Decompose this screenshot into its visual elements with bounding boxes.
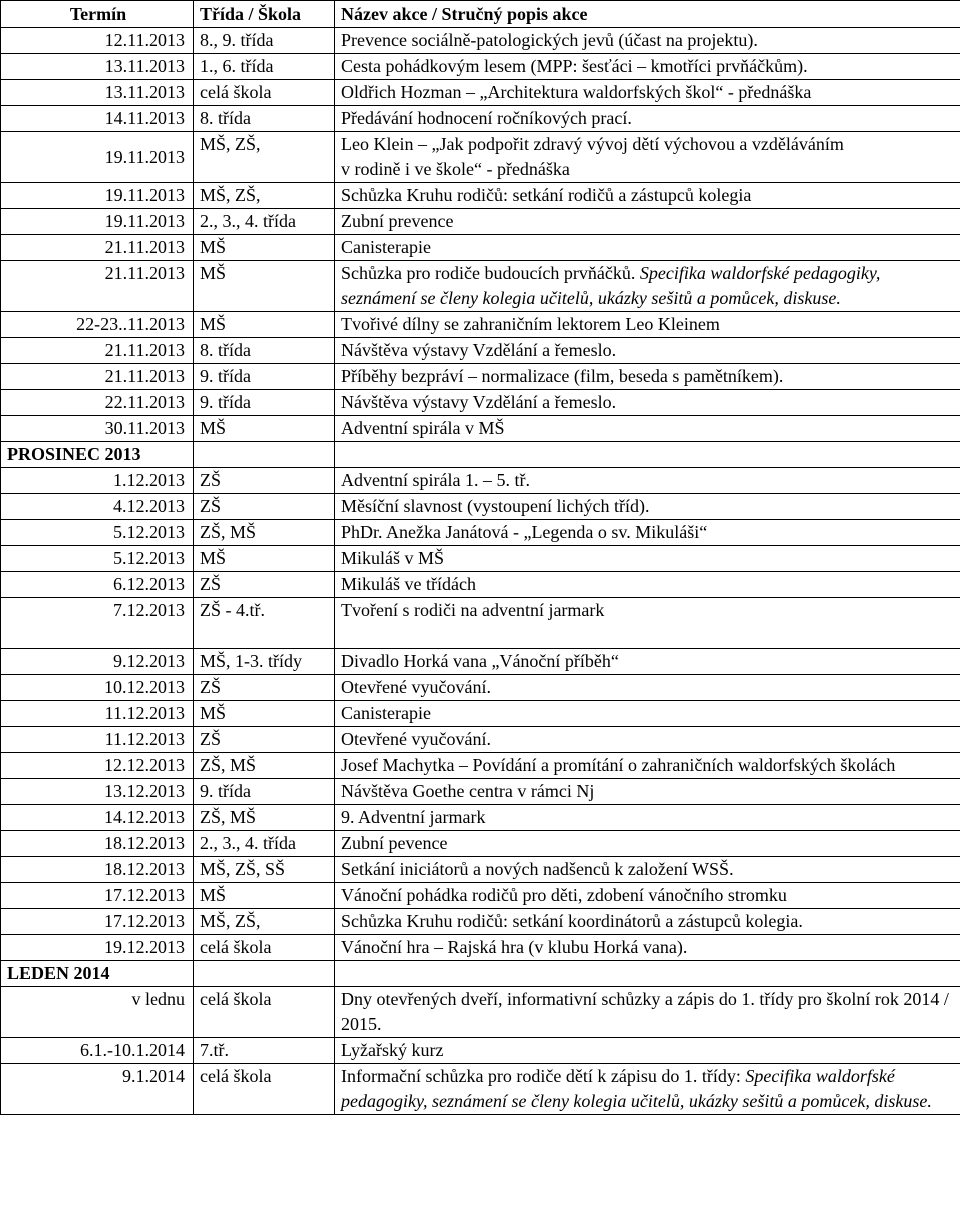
month-label: PROSINEC 2013: [1, 442, 194, 468]
month-empty: [194, 442, 335, 468]
month-label: LEDEN 2014: [1, 961, 194, 987]
table-row: [1, 546, 960, 572]
date-cell: 6.12.2013: [1, 572, 194, 598]
table-row: [1, 235, 960, 261]
date-cell: 10.12.2013: [1, 675, 194, 701]
group-cell: ZŠ, MŠ: [194, 520, 335, 546]
group-cell: MŠ: [194, 416, 335, 442]
table-row: [1, 80, 960, 106]
group-cell: ZŠ: [194, 727, 335, 753]
table-row: [1, 520, 960, 546]
event-cell: [335, 727, 960, 753]
event-cell: [335, 831, 960, 857]
date-cell: 5.12.2013: [1, 546, 194, 572]
event-text: Divadlo Horká vana „Vánoční příběh“: [341, 651, 619, 671]
group-cell: MŠ: [194, 261, 335, 312]
event-line: v rodině i ve škole“ - přednáška: [341, 159, 570, 179]
group-cell: MŠ: [194, 235, 335, 261]
event-text: Adventní spirála v MŠ: [341, 418, 505, 438]
table-row: [1, 805, 960, 831]
date-cell: 22-23..11.2013: [1, 312, 194, 338]
group-cell: ZŠ: [194, 494, 335, 520]
table-row: [1, 935, 960, 961]
table-row: [1, 675, 960, 701]
table-row: [1, 494, 960, 520]
group-cell: celá škola: [194, 80, 335, 106]
date-cell: 14.12.2013: [1, 805, 194, 831]
group-cell: MŠ, ZŠ,: [194, 183, 335, 209]
group-cell: ZŠ, MŠ: [194, 753, 335, 779]
group-cell: ZŠ: [194, 468, 335, 494]
event-text: Schůzka Kruhu rodičů: setkání koordinátorů a zástupců kolegia.: [341, 911, 803, 931]
table-row: [1, 183, 960, 209]
table-row: [1, 598, 960, 649]
event-cell: [335, 779, 960, 805]
date-cell: 19.11.2013: [1, 132, 194, 183]
table-row: [1, 390, 960, 416]
event-text: Oldřich Hozman – „Architektura waldorfských škol“ - přednáška: [341, 82, 812, 102]
date-cell: 14.11.2013: [1, 106, 194, 132]
table-row: [1, 909, 960, 935]
group-cell: 2., 3., 4. třída: [194, 209, 335, 235]
group-cell: 2., 3., 4. třída: [194, 831, 335, 857]
event-text: Příběhy bezpráví – normalizace (film, beseda s pamětníkem).: [341, 366, 784, 386]
date-cell: 21.11.2013: [1, 364, 194, 390]
event-cell: [335, 235, 960, 261]
group-cell: 9. třída: [194, 390, 335, 416]
event-text: Adventní spirála 1. – 5. tř.: [341, 470, 530, 490]
date-cell: 13.11.2013: [1, 54, 194, 80]
event-text: Tvořivé dílny se zahraničním lektorem Leo Kleinem: [341, 314, 720, 334]
group-cell: MŠ: [194, 546, 335, 572]
table-row: [1, 468, 960, 494]
event-text: Měsíční slavnost (vystoupení lichých tříd).: [341, 496, 650, 516]
table-row: [1, 338, 960, 364]
event-text: Informační schůzka pro rodiče dětí k zápisu do 1. třídy:: [341, 1066, 741, 1086]
event-text: PhDr. Anežka Janátová - „Legenda o sv. Mikuláši“: [341, 522, 708, 542]
event-text: Schůzka Kruhu rodičů: setkání rodičů a zástupců kolegia: [341, 185, 752, 205]
date-cell: 19.11.2013: [1, 209, 194, 235]
table-row: [1, 416, 960, 442]
event-text: Canisterapie: [341, 703, 431, 723]
event-cell: [335, 883, 960, 909]
event-text: Návštěva Goethe centra v rámci Nj: [341, 781, 595, 801]
date-cell: 13.12.2013: [1, 779, 194, 805]
event-cell: [335, 805, 960, 831]
event-text: Josef Machytka – Povídání a promítání o zahraničních waldorfských školách: [341, 755, 896, 775]
event-cell: [335, 857, 960, 883]
date-cell: 12.12.2013: [1, 753, 194, 779]
event-cell: [335, 572, 960, 598]
event-cell: [335, 80, 960, 106]
month-empty: [335, 961, 960, 987]
event-cell: [335, 183, 960, 209]
event-text: Setkání iniciátorů a nových nadšenců k založení WSŠ.: [341, 859, 734, 879]
table-row: [1, 54, 960, 80]
event-text: Předávání hodnocení ročníkových prací.: [341, 108, 632, 128]
event-text: 9. Adventní jarmark: [341, 807, 486, 827]
event-text: Mikuláš ve třídách: [341, 574, 476, 594]
table-row: [1, 649, 960, 675]
event-text: Canisterapie: [341, 237, 431, 257]
event-cell: [335, 261, 960, 312]
table-row: [1, 572, 960, 598]
group-cell: celá škola: [194, 935, 335, 961]
group-cell: ZŠ - 4.tř.: [194, 598, 335, 649]
event-cell: [335, 364, 960, 390]
group-cell: 8. třída: [194, 338, 335, 364]
event-text: Dny otevřených dveří, informativní schůzky a zápis do 1. třídy pro školní rok 2014 / 2015.: [341, 989, 949, 1034]
date-cell: 18.12.2013: [1, 831, 194, 857]
event-text: Prevence sociálně-patologických jevů (účast na projektu).: [341, 30, 758, 50]
group-cell: celá škola: [194, 1064, 335, 1115]
table-row: [1, 261, 960, 312]
group-cell: ZŠ: [194, 572, 335, 598]
date-cell: 9.12.2013: [1, 649, 194, 675]
event-cell: [335, 935, 960, 961]
date-cell: 1.12.2013: [1, 468, 194, 494]
date-cell: 17.12.2013: [1, 909, 194, 935]
event-text: Vánoční pohádka rodičů pro děti, zdobení vánočního stromku: [341, 885, 787, 905]
group-cell: MŠ, ZŠ,: [194, 909, 335, 935]
event-cell: [335, 312, 960, 338]
table-row: [1, 857, 960, 883]
event-text: Zubní pevence: [341, 833, 448, 853]
date-cell: 12.11.2013: [1, 28, 194, 54]
event-cell: [335, 675, 960, 701]
event-text: Lyžařský kurz: [341, 1040, 444, 1060]
event-cell: [335, 753, 960, 779]
date-cell: 21.11.2013: [1, 338, 194, 364]
group-cell: ZŠ: [194, 675, 335, 701]
event-cell: [335, 468, 960, 494]
date-cell: v lednu: [1, 987, 194, 1038]
date-cell: 17.12.2013: [1, 883, 194, 909]
event-text: Návštěva výstavy Vzdělání a řemeslo.: [341, 340, 617, 360]
header-date: Termín: [1, 1, 194, 28]
month-empty: [194, 961, 335, 987]
month-row: [1, 442, 960, 468]
table-row: [1, 106, 960, 132]
date-cell: 13.11.2013: [1, 80, 194, 106]
event-cell: [335, 987, 960, 1038]
event-cell: [335, 598, 960, 649]
date-cell: 5.12.2013: [1, 520, 194, 546]
event-cell: [335, 701, 960, 727]
event-text: Zubní prevence: [341, 211, 454, 231]
event-cell: [335, 520, 960, 546]
date-cell: 19.11.2013: [1, 183, 194, 209]
month-empty: [335, 442, 960, 468]
event-text: Vánoční hra – Rajská hra (v klubu Horká vana).: [341, 937, 688, 957]
group-cell: 7.tř.: [194, 1038, 335, 1064]
event-text: Cesta pohádkovým lesem (MPP: šesťáci – kmotříci prvňáčkům).: [341, 56, 808, 76]
date-cell: 11.12.2013: [1, 727, 194, 753]
header-event: Název akce / Stručný popis akce: [335, 1, 960, 28]
events-body: [1, 28, 960, 1115]
group-cell: MŠ: [194, 701, 335, 727]
event-cell: [335, 132, 960, 183]
event-cell: [335, 28, 960, 54]
table-row: [1, 1064, 960, 1115]
date-cell: 11.12.2013: [1, 701, 194, 727]
group-cell: MŠ: [194, 312, 335, 338]
event-cell: [335, 546, 960, 572]
table-row: [1, 727, 960, 753]
header-row: [1, 1, 960, 28]
event-cell: [335, 416, 960, 442]
event-cell: [335, 909, 960, 935]
event-text: Návštěva výstavy Vzdělání a řemeslo.: [341, 392, 617, 412]
group-cell: 9. třída: [194, 779, 335, 805]
date-cell: 6.1.-10.1.2014: [1, 1038, 194, 1064]
event-cell: [335, 209, 960, 235]
date-cell: 9.1.2014: [1, 1064, 194, 1115]
header-group: Třída / Škola: [194, 1, 335, 28]
date-cell: 30.11.2013: [1, 416, 194, 442]
table-row: [1, 701, 960, 727]
date-cell: 21.11.2013: [1, 261, 194, 312]
event-text: Tvoření s rodiči na adventní jarmark: [341, 600, 605, 620]
event-line: Leo Klein – „Jak podpořit zdravý vývoj dětí výchovou a vzděláváním: [341, 134, 844, 154]
table-row: [1, 364, 960, 390]
table-row: [1, 883, 960, 909]
group-cell: celá škola: [194, 987, 335, 1038]
event-italic-text: Specifika waldorfské pedagogiky, seznámení se členy kolegia učitelů, ukázky sešitů a pomůcek, diskuse.: [341, 1066, 932, 1111]
date-cell: 18.12.2013: [1, 857, 194, 883]
event-cell: [335, 1064, 960, 1115]
date-cell: 22.11.2013: [1, 390, 194, 416]
event-text: Otevřené vyučování.: [341, 729, 491, 749]
month-row: [1, 961, 960, 987]
group-cell: MŠ, ZŠ,: [194, 132, 335, 183]
group-cell: 1., 6. třída: [194, 54, 335, 80]
event-cell: [335, 390, 960, 416]
event-text: Otevřené vyučování.: [341, 677, 491, 697]
event-text: Schůzka pro rodiče budoucích prvňáčků.: [341, 263, 636, 283]
date-cell: 19.12.2013: [1, 935, 194, 961]
group-cell: ZŠ, MŠ: [194, 805, 335, 831]
date-cell: 21.11.2013: [1, 235, 194, 261]
group-cell: 9. třída: [194, 364, 335, 390]
event-cell: [335, 1038, 960, 1064]
table-row: [1, 753, 960, 779]
table-row: [1, 28, 960, 54]
date-cell: 7.12.2013: [1, 598, 194, 649]
table-row: [1, 312, 960, 338]
table-row: [1, 1038, 960, 1064]
group-cell: MŠ, ZŠ, SŠ: [194, 857, 335, 883]
event-text: Mikuláš v MŠ: [341, 548, 445, 568]
event-cell: [335, 54, 960, 80]
table-row: [1, 779, 960, 805]
table-row: [1, 132, 960, 183]
event-cell: [335, 494, 960, 520]
event-cell: [335, 649, 960, 675]
event-cell: [335, 338, 960, 364]
table-row: [1, 987, 960, 1038]
group-cell: MŠ, 1-3. třídy: [194, 649, 335, 675]
event-italic-text: Specifika waldorfské pedagogiky, seznámení se členy kolegia učitelů, ukázky sešitů a pomůcek, diskuse.: [341, 263, 881, 308]
group-cell: 8. třída: [194, 106, 335, 132]
table-row: [1, 831, 960, 857]
table-row: [1, 209, 960, 235]
date-cell: 4.12.2013: [1, 494, 194, 520]
group-cell: MŠ: [194, 883, 335, 909]
event-cell: [335, 106, 960, 132]
group-cell: 8., 9. třída: [194, 28, 335, 54]
